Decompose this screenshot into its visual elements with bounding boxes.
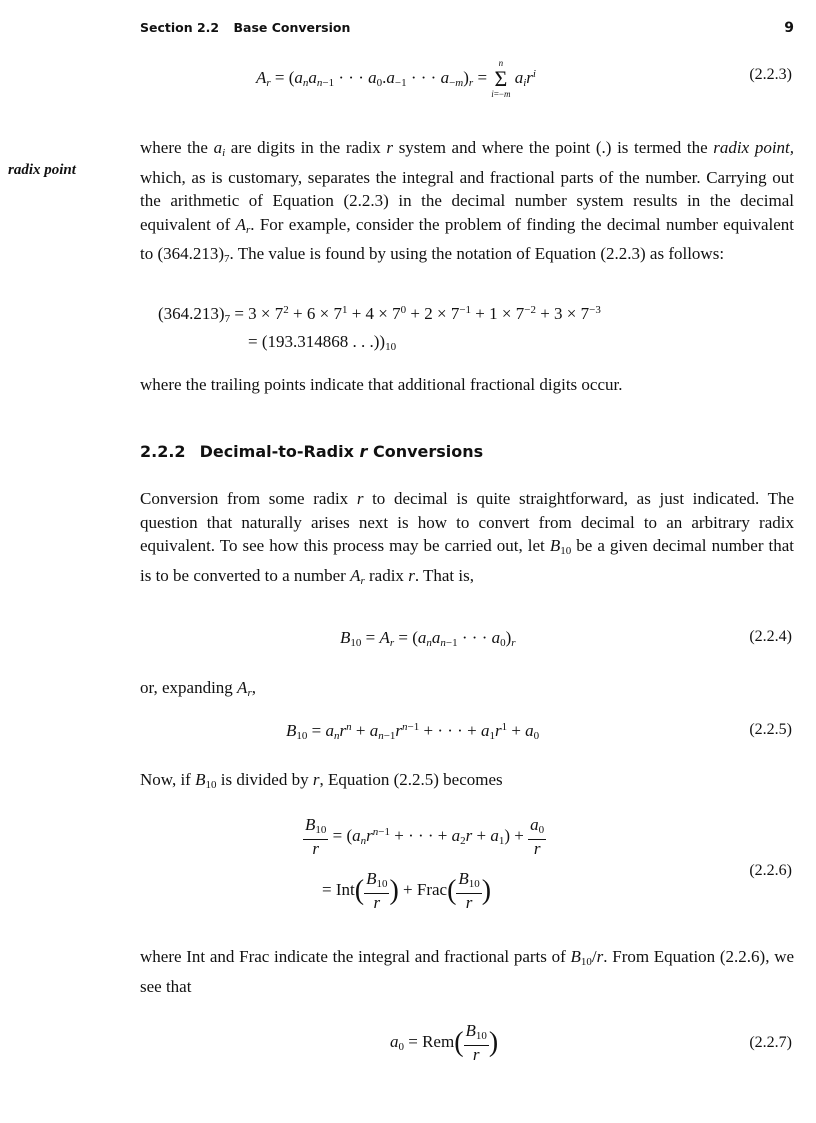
equation-2-2-3: $A_r = (a_na_{n-1}$ · · · $a_0.a_{-1}$ · · · $a_{-m})_r$ = n Σ i=−m $a_ir^i$: [256, 58, 536, 99]
running-head: [140, 20, 794, 40]
equation-2-2-6-line-1: $\frac{B_{10}}{r}$ = ($a_nr^{n-1}$ + · · · + $a_2r + a_1$) + $\frac{a_0}{r}$: [305, 815, 545, 858]
paragraph-4: or, expanding $A_r$,: [140, 678, 256, 699]
paragraph-1: where the $a_i$ are digits in the radix r system and where the point (.) is termed the radix point, which, as is customary, separates the integral and fractional parts of the number. Carrying out the arithmetic of Equation (2.2.3) in the decimal number system results in the decimal equivalent of $A_r$. For example, consider the problem of finding the decimal number equivalent to $(364.213)_7$. The value is found by using the notation of Equation (2.2.3) as follows:: [140, 138, 795, 265]
equation-2-2-7: $a_0 = Rem$( $\frac{B_{10}}{r}$ ): [390, 1021, 499, 1064]
page-number: 9: [784, 20, 794, 36]
equation-number-2-2-3: (2.2.3): [749, 66, 792, 83]
equation-number-2-2-7: (2.2.7): [749, 1034, 792, 1051]
equation-number-2-2-4: (2.2.4): [749, 628, 792, 645]
section-label: [140, 20, 350, 35]
equation-2-2-5: $B_{10} = a_nr^n + a_{n-1}r^{n-1}$ + · · · + $a_1r^1 + a_0$: [286, 721, 540, 742]
paragraph-6: where Int and Frac indicate the integral and fractional parts of $B_{10}/r$. From Equation (2.2.6), we see that: [140, 947, 795, 996]
paragraph-3: Conversion from some radix r to decimal is quite straightforward, as just indicated. The question that naturally arises next is how to convert from decimal to an arbitrary radix equivalent. To see how this process may be carried out, let $B_{10}$ be a given decimal number that is to be converted to a number $A_r$ radix r. That is,: [140, 489, 795, 587]
equation-2-2-4: $B_{10} = A_r = (a_na_{n-1}$ · · · $a_0)_r$: [340, 628, 516, 649]
term-radix-point: radix point,: [713, 138, 795, 157]
equation-number-2-2-6: (2.2.6): [749, 862, 792, 879]
equation-number-2-2-5: (2.2.5): [749, 721, 792, 738]
equation-example-result: = (193.314868 . . $.))_{10}$: [248, 332, 397, 353]
margin-note-radix-point: radix point: [8, 162, 76, 178]
section-title: Base Conversion: [233, 20, 351, 35]
equation-example: $(364.213)_7 = 3 \times 7^2 + 6 \times 7^1 + 4 \times 7^0 + 2 \times 7^{-1} + 1 \times 7^{-2} + 3 \times 7^{-3}$: [158, 304, 601, 325]
subsection-heading: 2.2.2 Decimal-to-Radix r Conversions: [140, 442, 484, 461]
paragraph-2: where the trailing points indicate that additional fractional digits occur.: [140, 375, 623, 394]
subsection-number: 2.2.2: [140, 442, 186, 461]
section-number: Section 2.2: [140, 20, 220, 35]
paragraph-5: Now, if $B_{10}$ is divided by r, Equation (2.2.5) becomes: [140, 770, 503, 791]
equation-2-2-6-line-2: = Int( $\frac{B_{10}}{r}$ ) + Frac( $\frac{B_{10}}{r}$ ): [322, 869, 492, 912]
